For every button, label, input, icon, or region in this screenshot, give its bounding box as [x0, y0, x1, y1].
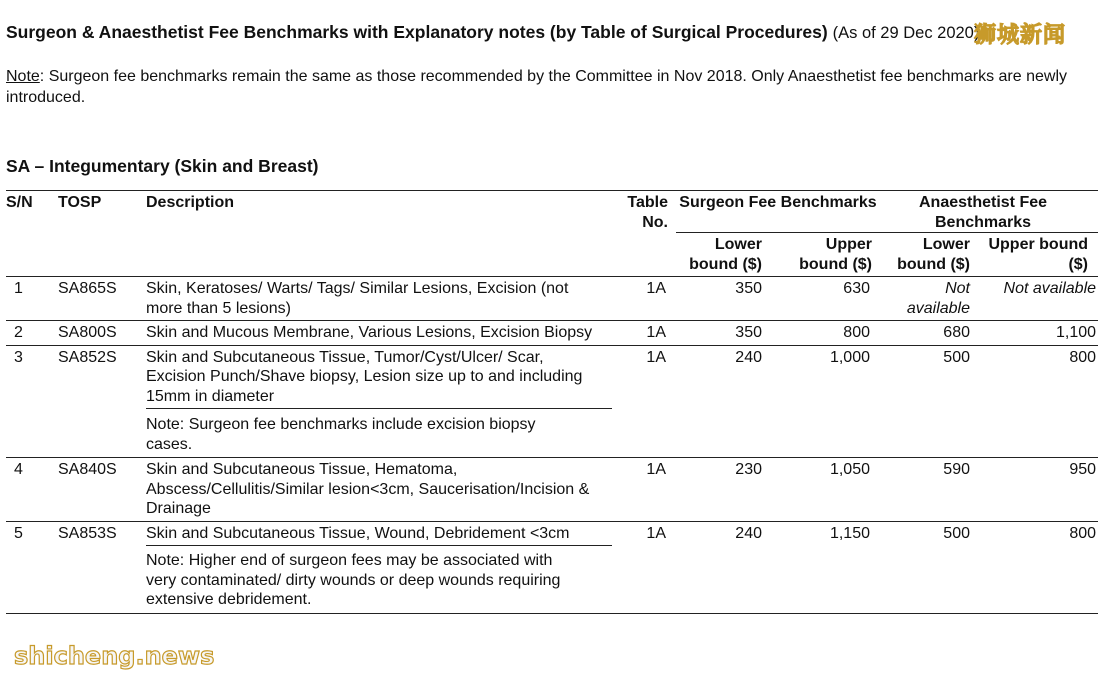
header-surgeon-lower: Lower bound ($) — [689, 236, 762, 273]
cell-anaes-lower: 680 — [943, 324, 970, 341]
cell-surgeon-upper: 1,150 — [776, 521, 880, 613]
cell-anaes-upper: 1,100 — [1055, 324, 1097, 341]
cell-surgeon-lower: 230 — [735, 461, 762, 478]
header-surgeon-upper: Upper bound ($) — [799, 236, 872, 273]
title-text: Surgeon & Anaesthetist Fee Benchmarks with Explanatory notes (by Table of Surgical Procedures) — [6, 22, 828, 42]
cell-anaes-upper: 950 — [1069, 461, 1097, 478]
table-row — [6, 458, 1098, 522]
cell-sn: 3 — [6, 345, 58, 458]
cell-anaes-upper: 800 — [982, 345, 1098, 458]
cell-sn: 2 — [14, 324, 23, 341]
cell-table-no: 1A — [612, 345, 676, 458]
header-anaes-upper: Upper bound ($) — [988, 236, 1089, 273]
header-tosp: TOSP — [58, 191, 146, 277]
cell-surgeon-upper: 630 — [843, 280, 870, 297]
fee-benchmark-table — [6, 190, 1098, 614]
table-row — [6, 277, 1098, 321]
cell-table-no: 1A — [646, 324, 666, 341]
cell-tosp: SA853S — [58, 521, 146, 613]
note-text: : Surgeon fee benchmarks remain the same as those recommended by the Committee in Nov 2018. Only Anaesthetist fee benchmarks are newly introduced. — [6, 68, 1067, 106]
document-title — [6, 22, 979, 43]
cell-surgeon-upper: 1,000 — [776, 345, 880, 458]
header-table-no: Table No. — [612, 191, 676, 277]
cell-surgeon-upper: 1,050 — [829, 461, 870, 478]
cell-anaes-lower: 500 — [880, 521, 982, 613]
table-row — [6, 321, 1098, 346]
cell-sn: 1 — [14, 280, 23, 297]
cell-tosp: SA852S — [58, 345, 146, 458]
watermark-bottom: shicheng.news — [14, 642, 215, 670]
cell-tosp: SA840S — [58, 461, 117, 478]
header-anaes-lower: Lower bound ($) — [897, 236, 970, 273]
note-label: Note — [6, 68, 40, 85]
cell-sn: 5 — [6, 521, 58, 613]
section-heading: SA – Integumentary (Skin and Breast) — [6, 156, 319, 176]
cell-anaes-upper: Not available — [1003, 280, 1097, 297]
cell-tosp: SA800S — [58, 324, 117, 341]
cell-description: Skin and Subcutaneous Tissue, Hematoma, Abscess/Cellulitis/Similar lesion<3cm, Saucerisation/Incision & Drainage — [146, 461, 590, 517]
cell-surgeon-lower: 240 — [676, 345, 776, 458]
cell-table-no: 1A — [646, 461, 666, 478]
header-surgeon-group: Surgeon Fee Benchmarks — [676, 191, 880, 233]
cell-description: Skin and Subcutaneous Tissue, Wound, Debridement <3cm — [146, 524, 570, 542]
watermark-top: 狮城新闻 — [973, 23, 1066, 48]
cell-description: Skin and Subcutaneous Tissue, Tumor/Cyst/Ulcer/ Scar, Excision Punch/Shave biopsy, Lesion size up to and including 15mm in diameter — [146, 348, 583, 405]
header-anaesthetist-group: Anaesthetist Fee Benchmarks — [880, 191, 1098, 233]
cell-surgeon-lower: 240 — [676, 521, 776, 613]
cell-tosp: SA865S — [58, 280, 117, 297]
cell-anaes-lower: 500 — [880, 345, 982, 458]
cell-surgeon-lower: 350 — [735, 324, 762, 341]
cell-table-no: 1A — [646, 280, 666, 297]
cell-surgeon-upper: 800 — [843, 324, 870, 341]
intro-note — [6, 66, 1076, 108]
table-row — [6, 345, 1098, 409]
table-row — [6, 521, 1098, 546]
cell-note: Note: Surgeon fee benchmarks include excision biopsy cases. — [146, 409, 612, 458]
cell-anaes-lower: 590 — [943, 461, 970, 478]
cell-anaes-upper: 800 — [982, 521, 1098, 613]
as-of-date: (As of 29 Dec 2020) — [832, 24, 980, 42]
cell-sn: 4 — [14, 461, 23, 478]
cell-note: Note: Higher end of surgeon fees may be associated with very contaminated/ dirty wounds or deep wounds requiring extensive debridement. — [146, 546, 612, 614]
cell-surgeon-lower: 350 — [735, 280, 762, 297]
cell-description: Skin, Keratoses/ Warts/ Tags/ Similar Lesions, Excision (not more than 5 lesions) — [146, 280, 569, 317]
cell-description: Skin and Mucous Membrane, Various Lesions, Excision Biopsy — [146, 324, 593, 341]
header-sn: S/N — [6, 191, 58, 277]
cell-anaes-lower: Not available — [906, 280, 970, 317]
cell-table-no: 1A — [612, 521, 676, 613]
header-description: Description — [146, 191, 612, 277]
